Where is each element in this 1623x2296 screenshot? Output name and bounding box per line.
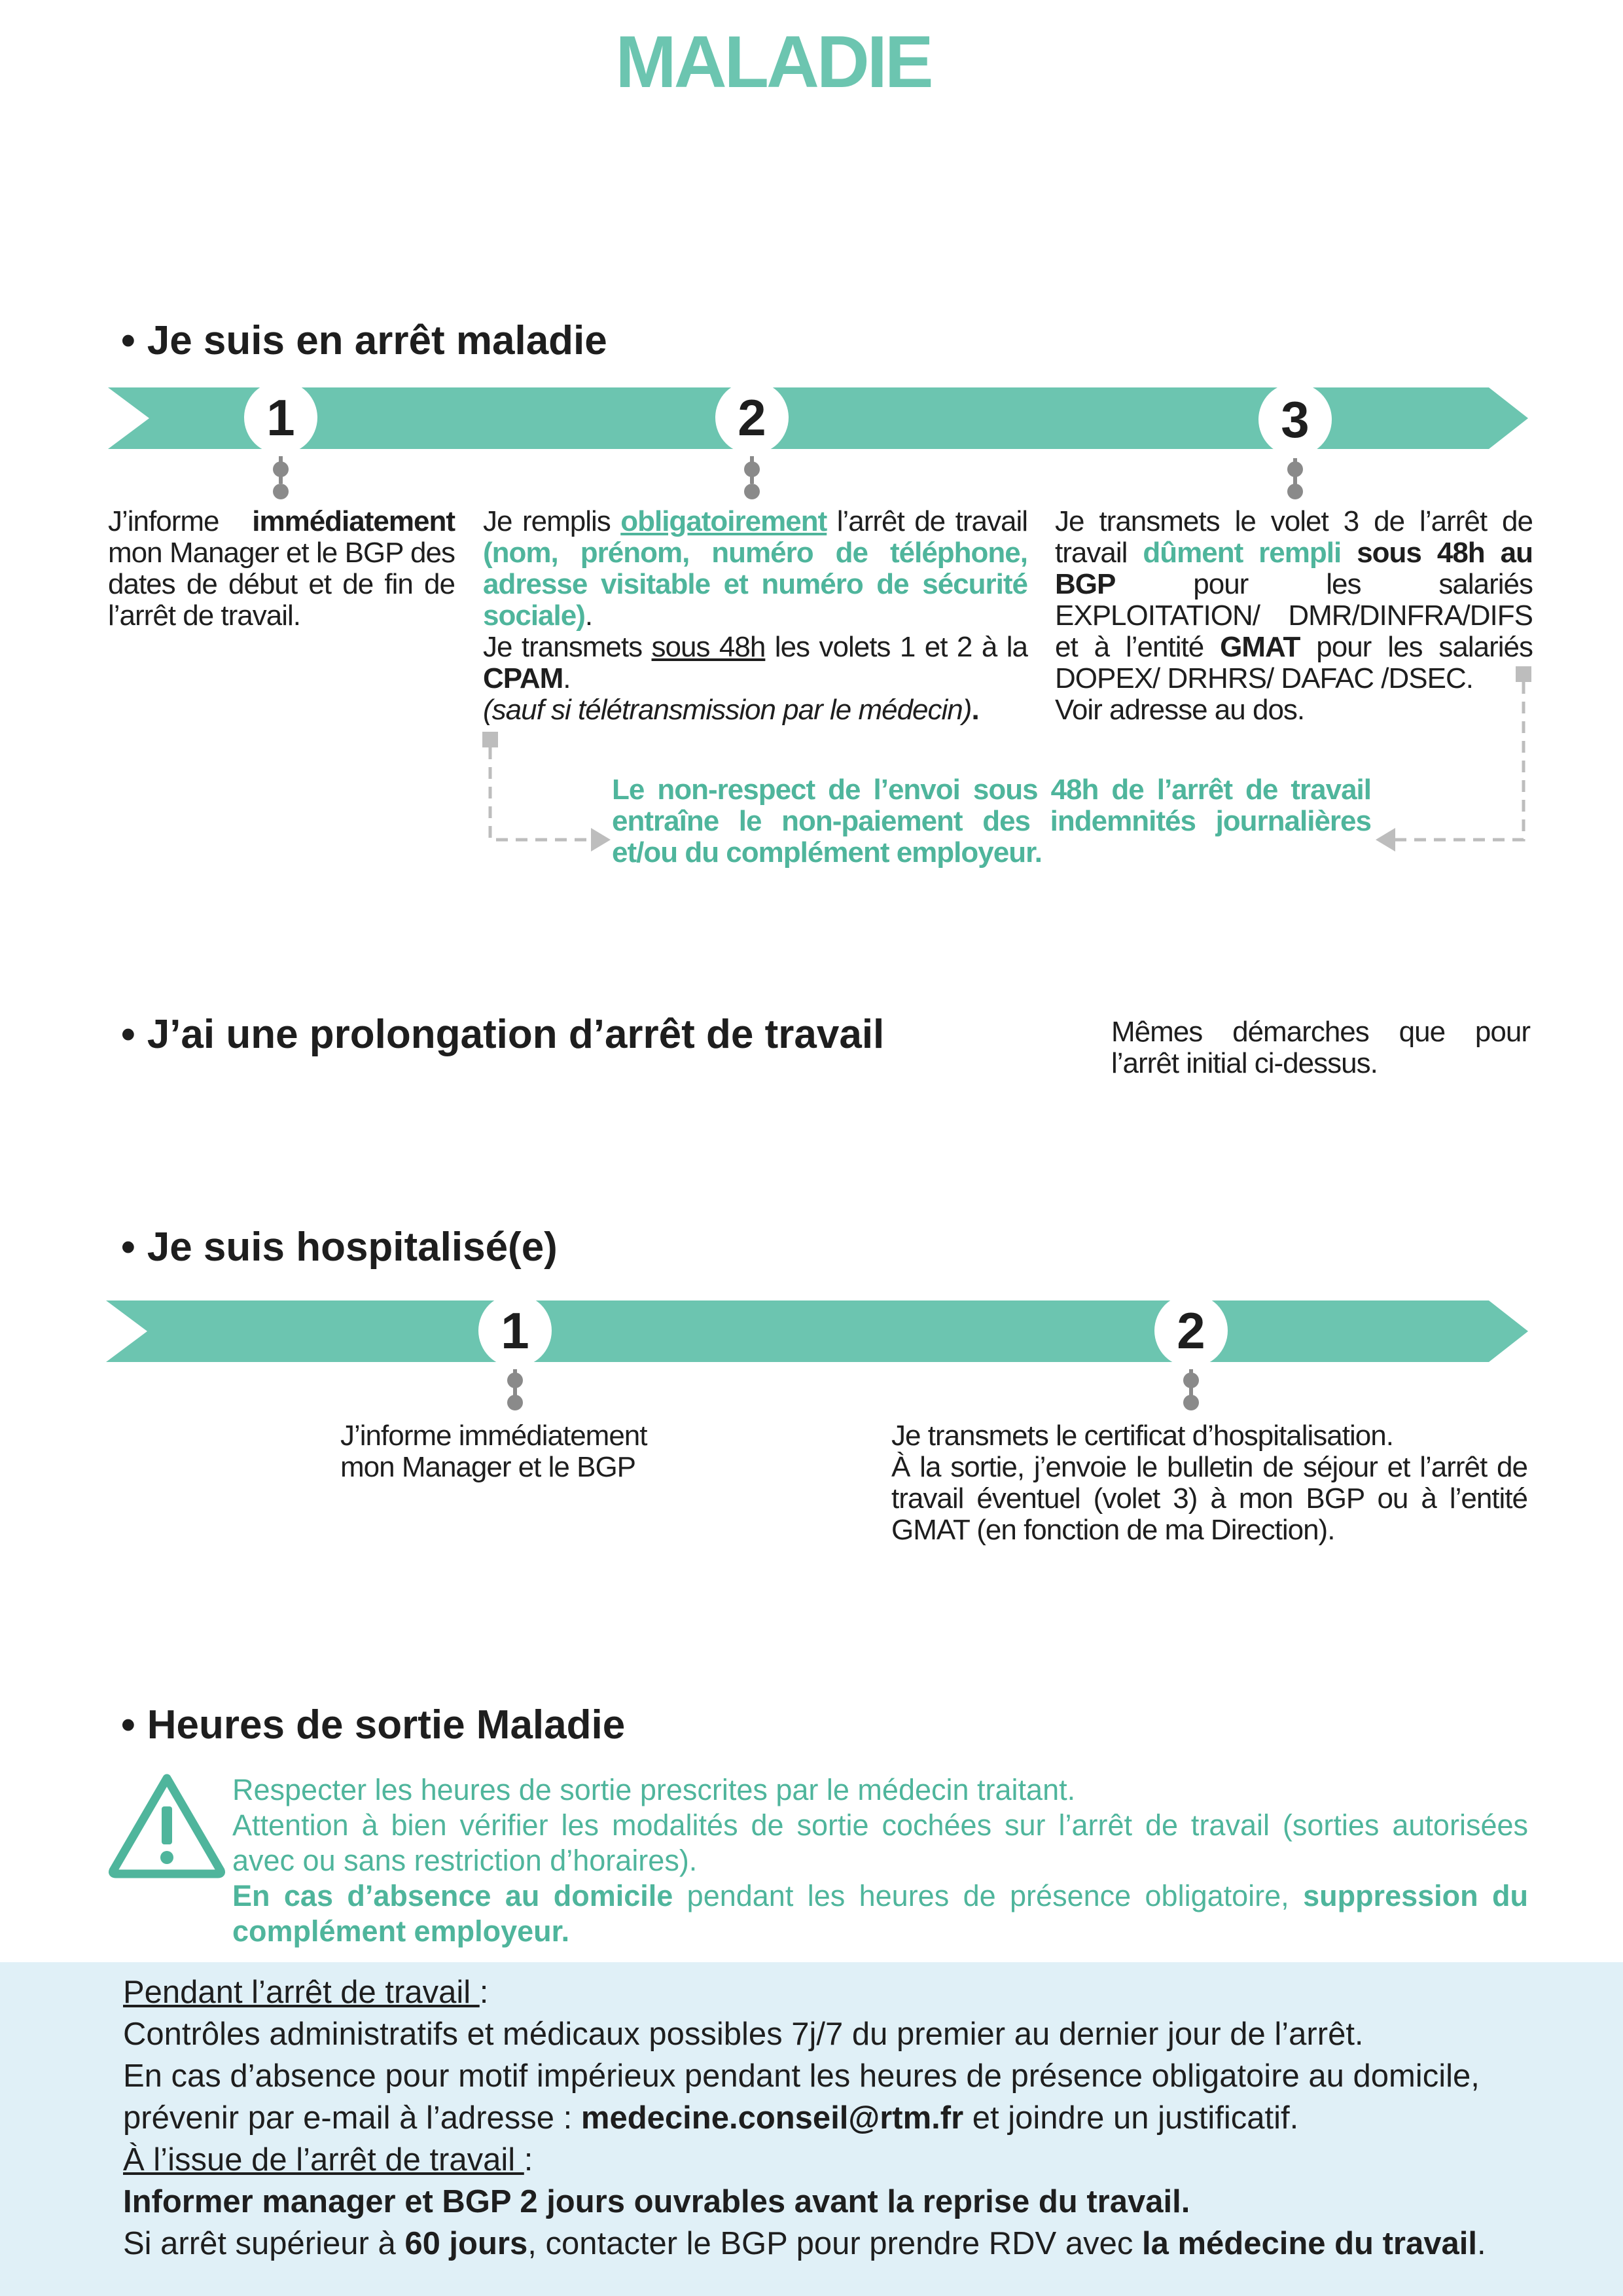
connector-node: [273, 484, 289, 499]
section-heading-heures-sortie: [121, 1702, 625, 1748]
connector-node: [1287, 461, 1303, 477]
section-heading-text: Heures de sortie Maladie: [147, 1702, 626, 1748]
section-heading-arret-maladie: [121, 317, 607, 364]
connector-node: [744, 484, 760, 499]
email-address: medecine.conseil@rtm.fr: [580, 2100, 964, 2136]
step-2-circle: [715, 381, 789, 454]
step-number: 3: [1281, 390, 1310, 448]
bullet: •: [121, 318, 135, 363]
hosp-step-2-text: Je transmets le certificat d’hospitalisation. À la sortie, j’envoie le bulletin de séjour et l’arrêt de travail éventuel (volet 3) à mon BGP ou à l’entité GMAT (en fonction de ma Direction).: [891, 1420, 1527, 1546]
connector-node: [507, 1395, 523, 1410]
bullet: •: [121, 1702, 135, 1748]
step-3-circle: [1258, 383, 1332, 456]
warning-non-respect: Le non-respect de l’envoi sous 48h de l’arrêt de travail entraîne le non-paiement des indemnités journalières et/ou du complément employeur.: [612, 774, 1371, 869]
bullet: •: [121, 1012, 135, 1057]
info-panel-text: Pendant l’arrêt de travail : Contrôles administratifs et médicaux possibles 7j/7 du premier au dernier jour de l’arrêt. En cas d’absence pour motif impérieux pendant les heures de présence obligatoire au domicile, prévenir par e-mail à l’adresse : medecine.conseil@rtm.fr et joindre un justificatif. À l’issue de l’arrêt de travail : Informer manager et BGP 2 jours ouvrables avant la reprise du travail. Si arrêt supérieur à 60 jours, contacter le BGP pour prendre RDV avec la médecine du travail.: [123, 1975, 1486, 2261]
timeline-arrow-1: [0, 386, 1623, 452]
section-heading-text: J’ai une prolongation d’arrêt de travail: [147, 1012, 885, 1057]
hosp-step-1-circle: [478, 1294, 552, 1367]
connector-node: [1183, 1372, 1199, 1388]
heures-sortie-text: Respecter les heures de sortie prescrites par le médecin traitant. Attention à bien vérifier les modalités de sortie cochées sur l’arrêt de travail (sorties autorisées avec ou sans restriction d’horaires). En cas d’absence au domicile pendant les heures de présence obligatoire, suppression du complément employeur.: [232, 1773, 1528, 1948]
step-number: 2: [1177, 1301, 1205, 1359]
prolongation-note: Mêmes démarches que pour l’arrêt initial ci-dessus.: [1111, 1016, 1530, 1079]
hosp-step-2-circle: [1154, 1294, 1228, 1367]
section-heading-text: Je suis hospitalisé(e): [147, 1225, 558, 1270]
section-heading-text: Je suis en arrêt maladie: [147, 318, 607, 363]
connector-node: [744, 461, 760, 477]
step-2-text: Je remplis obligatoirement l’arrêt de travail (nom, prénom, numéro de téléphone, adresse visitable et numéro de sécurité sociale). Je transmets sous 48h les volets 1 et 2 à la CPAM. (sauf si télétransmission par le médecin).: [483, 505, 1027, 726]
hosp-step-1-text: J’informe immédiatement mon Manager et le BGP: [340, 1420, 647, 1483]
step-number: 1: [501, 1301, 529, 1359]
timeline-arrow-2: [0, 1299, 1623, 1365]
section-heading-hospitalise: [121, 1224, 558, 1270]
connector-node: [507, 1372, 523, 1388]
connector-node: [1287, 484, 1303, 499]
connector-node: [1183, 1395, 1199, 1410]
section-heading-prolongation: [121, 1011, 884, 1058]
connector-node: [273, 461, 289, 477]
bullet: •: [121, 1225, 135, 1270]
page-title: MALADIE: [615, 21, 931, 103]
warning-triangle-icon: [108, 1770, 226, 1878]
step-number: 2: [738, 388, 766, 446]
step-1-circle: [244, 381, 317, 454]
step-number: 1: [266, 388, 295, 446]
step-1-text: J’informe immédiatement mon Manager et le BGP des dates de début et de fin de l’arrêt de travail.: [108, 505, 455, 632]
step-3-text: Je transmets le volet 3 de l’arrêt de travail dûment rempli sous 48h au BGP pour les salariés EXPLOITATION/ DMR/DINFRA/DIFS et à l’entité GMAT pour les salariés DOPEX/ DRHRS/ DAFAC /DSEC. Voir adresse au dos.: [1055, 505, 1533, 726]
